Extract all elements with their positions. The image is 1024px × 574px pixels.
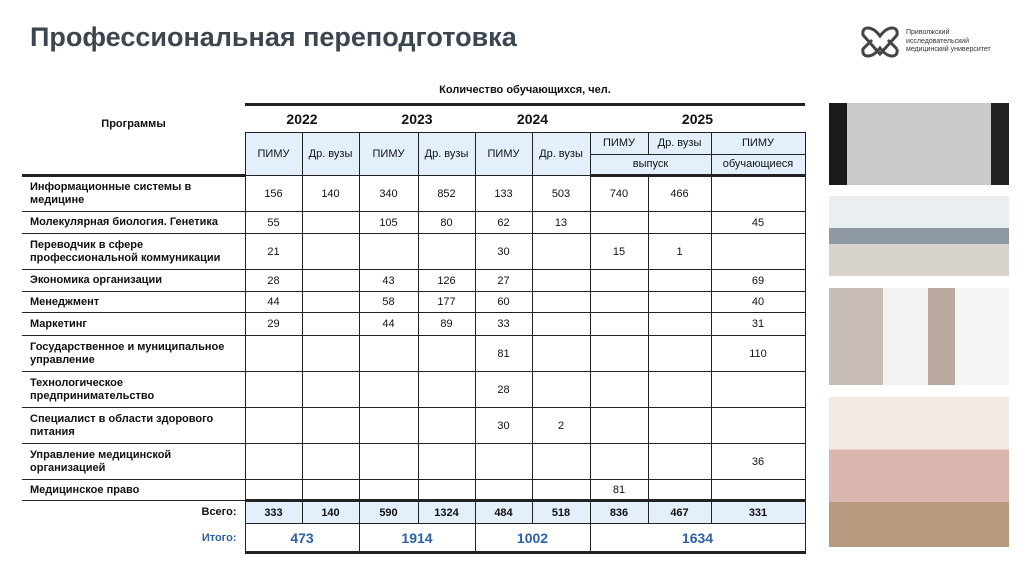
cell-value: 60 <box>475 292 532 313</box>
cell-value: 140 <box>302 176 359 212</box>
cell-value <box>648 313 711 336</box>
logo-line: медицинский университет <box>906 46 991 54</box>
program-name: Технологическое предпринимательство <box>22 372 245 408</box>
cell-value <box>359 372 418 408</box>
cell-value: 177 <box>418 292 475 313</box>
cell-value <box>648 480 711 501</box>
cell-value <box>648 270 711 292</box>
cell-value <box>418 234 475 270</box>
cell-value: 44 <box>359 313 418 336</box>
photo-lecture-screen <box>829 103 1009 185</box>
cell-value: 80 <box>418 212 475 234</box>
table-row <box>22 212 805 234</box>
program-name: Медицинское право <box>22 480 245 501</box>
program-name: Молекулярная биология. Генетика <box>22 212 245 234</box>
table-row <box>22 480 805 501</box>
total-value: 1324 <box>418 501 475 524</box>
cell-value <box>359 444 418 480</box>
cell-value <box>532 292 590 313</box>
cell-value: 21 <box>245 234 302 270</box>
cell-value: 105 <box>359 212 418 234</box>
cell-value <box>359 480 418 501</box>
cell-value <box>302 408 359 444</box>
programs-header: Программы <box>101 118 166 130</box>
program-name: Информационные системы в медицине <box>22 176 245 212</box>
cell-value <box>532 444 590 480</box>
grand-total-row <box>22 524 805 553</box>
program-name: Переводчик в сфере профессиональной коммуникации <box>22 234 245 270</box>
table-row <box>22 292 805 313</box>
total-value: 331 <box>711 501 805 524</box>
cell-value: 156 <box>245 176 302 212</box>
cell-value <box>532 480 590 501</box>
photo-computer-class <box>829 196 1009 276</box>
cell-value: 28 <box>475 372 532 408</box>
cell-value <box>590 313 648 336</box>
cell-value <box>532 313 590 336</box>
cell-value: 62 <box>475 212 532 234</box>
cell-value: 40 <box>711 292 805 313</box>
table-row <box>22 270 805 292</box>
cell-value: 81 <box>590 480 648 501</box>
cell-value <box>532 234 590 270</box>
cell-value <box>590 408 648 444</box>
total-value: 333 <box>245 501 302 524</box>
university-logo <box>860 22 991 62</box>
cell-value <box>359 234 418 270</box>
cell-value <box>302 270 359 292</box>
cell-value: 1 <box>648 234 711 270</box>
cell-value: 2 <box>532 408 590 444</box>
cell-value: 81 <box>475 336 532 372</box>
cell-value <box>302 480 359 501</box>
cell-value <box>711 372 805 408</box>
cell-value: 43 <box>359 270 418 292</box>
cell-value <box>648 372 711 408</box>
cell-value <box>711 234 805 270</box>
cell-value: 29 <box>245 313 302 336</box>
col-header: ПИМУ <box>590 133 648 155</box>
grand-total-value: 473 <box>245 524 359 553</box>
cell-value: 133 <box>475 176 532 212</box>
cell-value <box>648 292 711 313</box>
cell-value: 503 <box>532 176 590 212</box>
cell-value <box>245 444 302 480</box>
col-header: Др. вузы <box>648 133 711 155</box>
cell-value: 31 <box>711 313 805 336</box>
cell-value: 30 <box>475 408 532 444</box>
cell-value: 27 <box>475 270 532 292</box>
cell-value <box>359 408 418 444</box>
cell-value: 15 <box>590 234 648 270</box>
total-value: 467 <box>648 501 711 524</box>
cell-value: 89 <box>418 313 475 336</box>
cell-value <box>302 444 359 480</box>
cell-value <box>590 444 648 480</box>
cell-value: 466 <box>648 176 711 212</box>
year-header: 2023 <box>359 105 475 133</box>
year-header: 2024 <box>475 105 590 133</box>
cell-value <box>590 212 648 234</box>
cell-value <box>532 336 590 372</box>
table-row <box>22 313 805 336</box>
photo-meeting <box>829 397 1009 547</box>
cell-value <box>711 408 805 444</box>
cell-value <box>302 313 359 336</box>
grand-total-value: 1002 <box>475 524 590 553</box>
cell-value <box>302 372 359 408</box>
cell-value: 33 <box>475 313 532 336</box>
cell-value <box>302 234 359 270</box>
cell-value <box>711 480 805 501</box>
cell-value <box>418 444 475 480</box>
total-label: Всего: <box>201 506 237 519</box>
cell-value <box>475 480 532 501</box>
photo-lab-doctors <box>829 288 1009 385</box>
cell-value <box>418 480 475 501</box>
cell-value: 852 <box>418 176 475 212</box>
cell-value: 110 <box>711 336 805 372</box>
program-name: Маркетинг <box>22 313 245 336</box>
total-value: 140 <box>302 501 359 524</box>
col-header: ПИМУ <box>475 133 532 176</box>
col-header: Др. вузы <box>418 133 475 176</box>
grand-total-label: Итого: <box>201 532 237 544</box>
table-row <box>22 444 805 480</box>
cell-value <box>590 372 648 408</box>
table-row <box>22 336 805 372</box>
cell-value: 126 <box>418 270 475 292</box>
cell-value <box>475 444 532 480</box>
cell-value <box>302 212 359 234</box>
program-name: Экономика организации <box>22 270 245 292</box>
table-row <box>22 234 805 270</box>
cell-value <box>302 292 359 313</box>
year-header: 2025 <box>590 105 805 133</box>
table-row <box>22 372 805 408</box>
total-value: 484 <box>475 501 532 524</box>
page-title: Профессиональная переподготовка <box>30 22 517 52</box>
program-name: Управление медицинской организацией <box>22 444 245 480</box>
cell-value <box>245 480 302 501</box>
col-header: ПИМУ <box>711 133 805 155</box>
grand-total-value: 1634 <box>590 524 805 553</box>
cell-value <box>590 336 648 372</box>
cell-value <box>590 270 648 292</box>
col-header-students: обучающиеся <box>711 155 805 176</box>
cell-value <box>590 292 648 313</box>
program-name: Государственное и муниципальное управление <box>22 336 245 372</box>
table-row <box>22 176 805 212</box>
program-name: Специалист в области здорового питания <box>22 408 245 444</box>
cell-value: 340 <box>359 176 418 212</box>
cell-value <box>648 336 711 372</box>
cell-value <box>648 212 711 234</box>
logo-line: Приволжский <box>906 29 950 37</box>
cell-value: 45 <box>711 212 805 234</box>
col-header: ПИМУ <box>359 133 418 176</box>
cell-value <box>245 408 302 444</box>
col-header: Др. вузы <box>302 133 359 176</box>
cell-value: 58 <box>359 292 418 313</box>
total-value: 836 <box>590 501 648 524</box>
year-header: 2022 <box>245 105 359 133</box>
cell-value: 740 <box>590 176 648 212</box>
grand-total-value: 1914 <box>359 524 475 553</box>
cell-value <box>359 336 418 372</box>
cell-value <box>245 336 302 372</box>
program-name: Менеджмент <box>22 292 245 313</box>
cell-value <box>245 372 302 408</box>
cell-value <box>648 408 711 444</box>
cell-value <box>302 336 359 372</box>
table-caption: Количество обучающихся, чел. <box>439 84 611 96</box>
logo-line: исследовательский <box>906 37 969 45</box>
total-row <box>22 501 805 524</box>
cell-value <box>532 372 590 408</box>
col-header-graduation: выпуск <box>590 155 711 176</box>
cell-value <box>418 408 475 444</box>
training-table <box>22 103 806 554</box>
cell-value: 55 <box>245 212 302 234</box>
table-row <box>22 408 805 444</box>
total-value: 518 <box>532 501 590 524</box>
cell-value: 36 <box>711 444 805 480</box>
cell-value <box>532 270 590 292</box>
logo-icon <box>860 22 900 62</box>
col-header: ПИМУ <box>245 133 302 176</box>
cell-value: 13 <box>532 212 590 234</box>
cell-value <box>711 176 805 212</box>
cell-value: 69 <box>711 270 805 292</box>
cell-value <box>418 336 475 372</box>
cell-value <box>418 372 475 408</box>
total-value: 590 <box>359 501 418 524</box>
cell-value: 30 <box>475 234 532 270</box>
cell-value: 44 <box>245 292 302 313</box>
cell-value: 28 <box>245 270 302 292</box>
cell-value <box>648 444 711 480</box>
col-header: Др. вузы <box>532 133 590 176</box>
